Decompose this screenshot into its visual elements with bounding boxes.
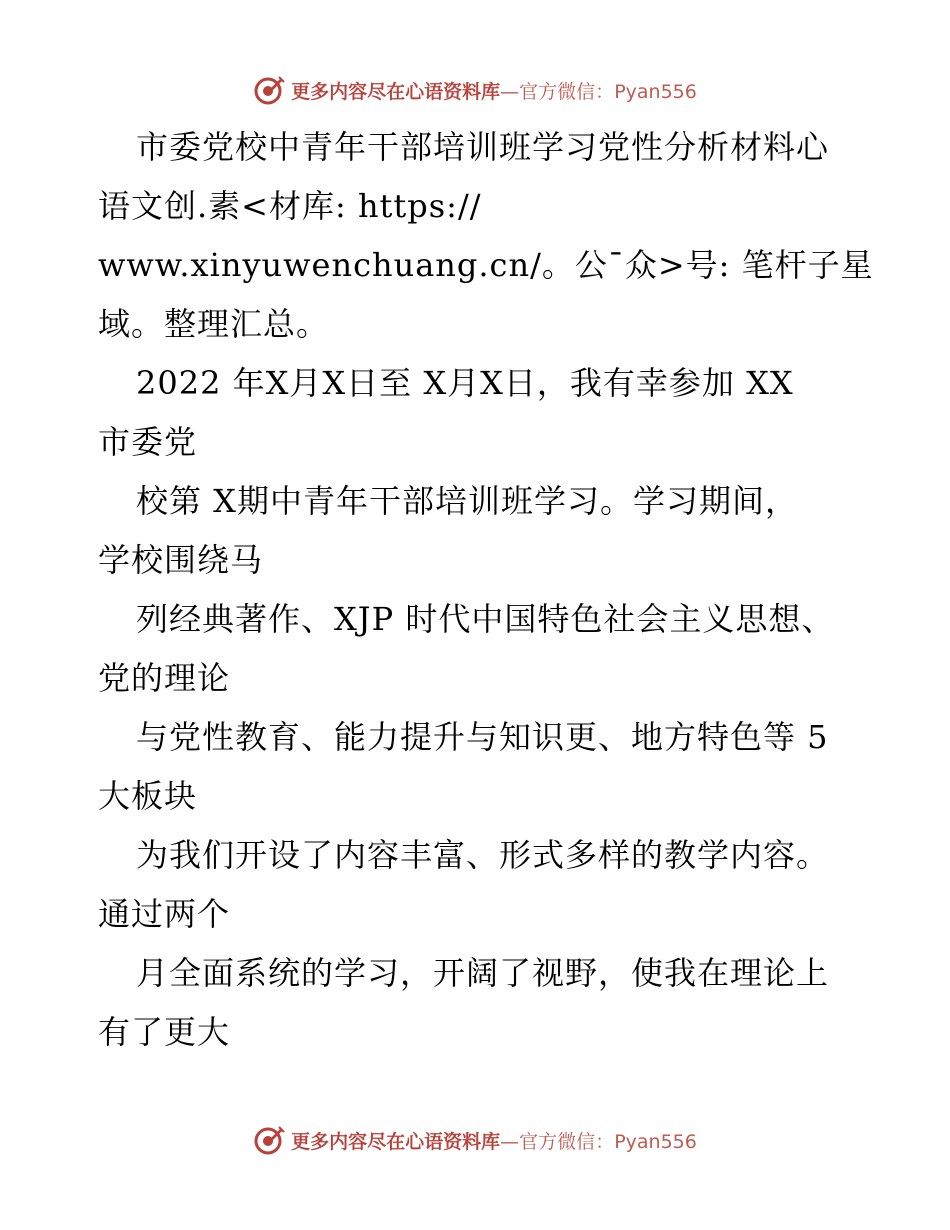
pen-logo-icon [253, 74, 285, 106]
body-line: www.xinyuwenchuang.cn/。公¯众>号: 笔杆子星 [98, 246, 874, 284]
watermark-site-name: 更多内容尽在心语资料库 [291, 1130, 501, 1153]
body-line: 市委党校中青年干部培训班学习党性分析材料心 [136, 128, 830, 166]
watermark-wechat-id: Pyan556 [614, 80, 697, 103]
body-line: 列经典著作、XJP 时代中国特色社会主义思想、 [136, 600, 835, 638]
body-line: 域。整理汇总。 [98, 305, 330, 343]
watermark-text [291, 77, 697, 104]
body-line: 大板块 [98, 777, 198, 815]
body-line: 学校围绕马 [98, 541, 264, 579]
body-line: 校第 X期中青年干部培训班学习。学习期间， [136, 482, 798, 520]
watermark-text [291, 1127, 697, 1154]
watermark-site-name: 更多内容尽在心语资料库 [291, 80, 501, 103]
pen-logo-icon [253, 1124, 285, 1156]
body-line: 党的理论 [98, 659, 231, 697]
header-watermark [0, 70, 950, 110]
body-line: 月全面系统的学习，开阔了视野，使我在理论上 [136, 954, 830, 992]
body-line: 通过两个 [98, 895, 231, 933]
watermark-wechat-label: 官方微信： [519, 80, 615, 103]
body-line: 有了更大 [98, 1013, 231, 1051]
footer-watermark [0, 1120, 950, 1160]
body-line: 市委党 [98, 423, 198, 461]
watermark-wechat-label: 官方微信： [519, 1130, 615, 1153]
body-line: 为我们开设了内容丰富、形式多样的教学内容。 [136, 836, 830, 874]
watermark-separator: — [500, 1130, 520, 1153]
body-line: 语文创.素<材库: https:// [98, 187, 482, 225]
body-line: 2022 年X月X日至 X月X日，我有幸参加 XX [136, 364, 794, 402]
watermark-separator: — [500, 80, 520, 103]
body-line: 与党性教育、能力提升与知识更、地方特色等 5 [136, 718, 829, 756]
watermark-wechat-id: Pyan556 [614, 1130, 697, 1153]
document-body [98, 118, 874, 1062]
